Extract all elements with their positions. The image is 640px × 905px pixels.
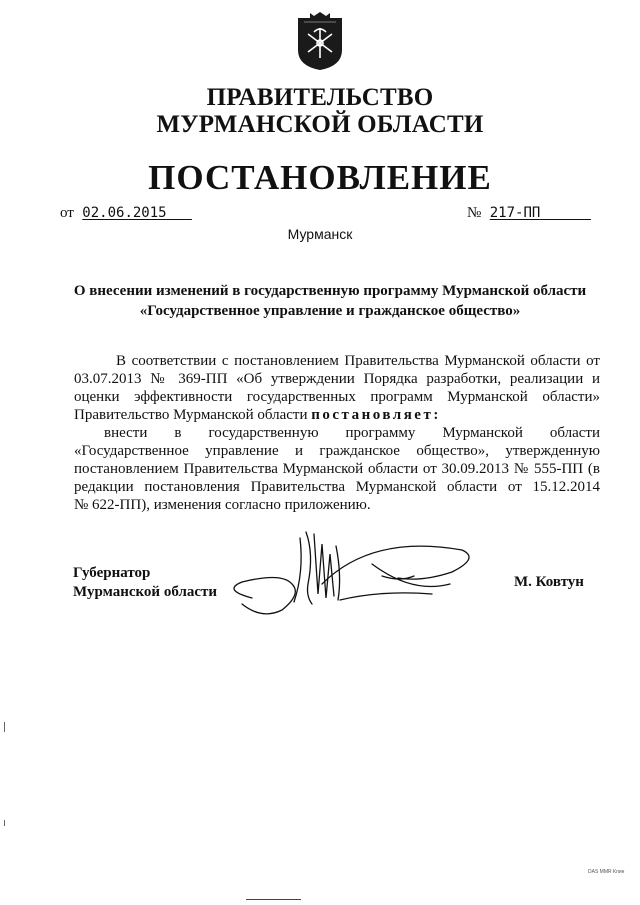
date-row — [60, 205, 192, 222]
print-mark: DAS MMR Клин — [588, 869, 625, 875]
handwritten-signature — [222, 524, 474, 620]
bottom-divider — [246, 899, 301, 900]
body-line-3: оценки эффективности государственных программ Мурманской области» — [74, 389, 600, 405]
body-line-8: редакции постановления Правительства Мурманской области от 15.12.2014 — [74, 479, 600, 495]
scan-edge-mark — [4, 722, 5, 732]
date-prefix: от — [60, 205, 74, 221]
date-value: 02.06.2015 — [82, 205, 167, 221]
subject-line-2: «Государственное управление и гражданское общество» — [139, 303, 521, 319]
body-line-1: В соответствии с постановлением Правительства Мурманской области от — [116, 353, 600, 369]
resolves-word: постановляет: — [311, 407, 441, 423]
number-row — [467, 205, 591, 222]
signatory-title-line-1: Губернатор — [73, 565, 151, 581]
scan-edge-mark — [4, 820, 5, 826]
body-line-9: № 622-ПП), изменения согласно приложению. — [74, 497, 371, 513]
signatory-name: М. Ковтун — [514, 574, 584, 590]
date-underline — [167, 205, 192, 221]
signatory-title — [73, 564, 217, 602]
region-title: МУРМАНСКОЙ ОБЛАСТИ — [156, 111, 484, 138]
signatory-title-line-2: Мурманской области — [73, 584, 218, 600]
body-line-4-text: Правительство Мурманской области — [74, 407, 308, 423]
body-line-4 — [74, 406, 600, 425]
subject-line-1: О внесении изменений в государственную программу Мурманской области — [73, 283, 587, 299]
number-value: 217-ПП — [489, 205, 541, 221]
coat-of-arms-icon — [296, 12, 344, 72]
number-prefix: № — [467, 205, 482, 221]
body-line-7: постановлением Правительства Мурманской области от 30.09.2013 № 555-ПП (в — [74, 461, 600, 477]
number-underline — [540, 205, 591, 221]
government-title: ПРАВИТЕЛЬСТВО — [206, 84, 434, 111]
body-line-6: «Государственное управление и гражданское общество», утвержденную — [74, 443, 600, 459]
body-line-2: 03.07.2013 № 369-ПП «Об утверждении Порядка разработки, реализации и — [74, 371, 600, 387]
document-type: ПОСТАНОВЛЕНИЕ — [148, 158, 492, 197]
body-line-5: внести в государственную программу Мурманской области — [104, 425, 600, 441]
city: Мурманск — [287, 226, 353, 242]
